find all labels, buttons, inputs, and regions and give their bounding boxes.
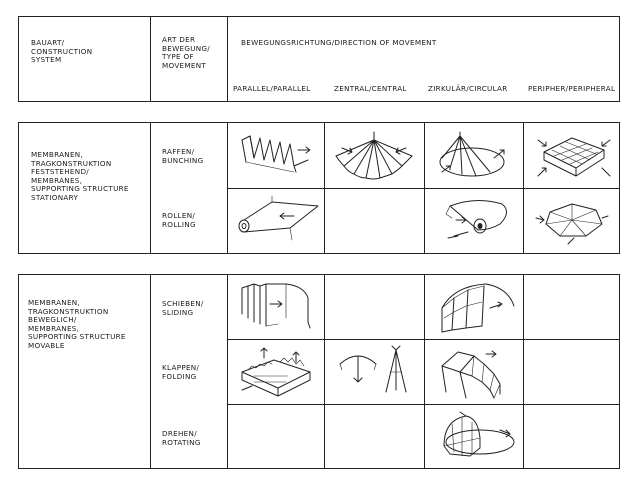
peripheral-rolling-sketch (532, 192, 612, 250)
parallel-sliding-sketch (234, 278, 318, 336)
movable-structure-label: MEMBRANEN, TRAGKONSTRUKTION BEWEGLICH/ MEMBRANES, SUPPORTING STRUCTURE MOVABLE (28, 298, 126, 350)
peripheral-bunching-sketch (530, 126, 614, 184)
folding-label: KLAPPEN/ FOLDING (162, 363, 200, 381)
construction-system-header: BAUART/ CONSTRUCTION SYSTEM (31, 38, 93, 65)
type-of-movement-header: ART DER BEWEGUNG/ TYPE OF MOVEMENT (162, 35, 211, 70)
circular-rotating-sketch (430, 406, 518, 468)
direction-of-movement-header: BEWEGUNGSRICHTUNG/DIRECTION OF MOVEMENT (241, 38, 437, 47)
parallel-rolling-sketch (232, 192, 320, 250)
parallel-folding-sketch (234, 342, 318, 402)
rotating-label: DREHEN/ ROTATING (162, 429, 201, 447)
stationary-structure-label: MEMBRANEN, TRAGKONSTRUKTION FESTSTEHEND/ MEMBRANES, SUPPORTING STRUCTURE STATIONARY (31, 150, 129, 202)
direction-circular-header: ZIRKULÄR/CIRCULAR (428, 84, 508, 93)
central-folding-sketch (330, 342, 418, 402)
direction-parallel-header: PARALLEL/PARALLEL (233, 84, 311, 93)
sliding-label: SCHIEBEN/ SLIDING (162, 299, 204, 317)
direction-central-header: ZENTRAL/CENTRAL (334, 84, 407, 93)
rolling-label: ROLLEN/ ROLLING (162, 211, 196, 229)
central-bunching-sketch (330, 126, 418, 184)
circular-bunching-sketch (432, 128, 516, 184)
bunching-label: RAFFEN/ BUNCHING (162, 147, 204, 165)
direction-peripheral-header: PERIPHER/PERIPHERAL (528, 84, 616, 93)
parallel-bunching-sketch (236, 128, 316, 182)
circular-rolling-sketch (432, 190, 516, 250)
circular-sliding-sketch (430, 278, 518, 336)
circular-folding-sketch (430, 342, 518, 404)
